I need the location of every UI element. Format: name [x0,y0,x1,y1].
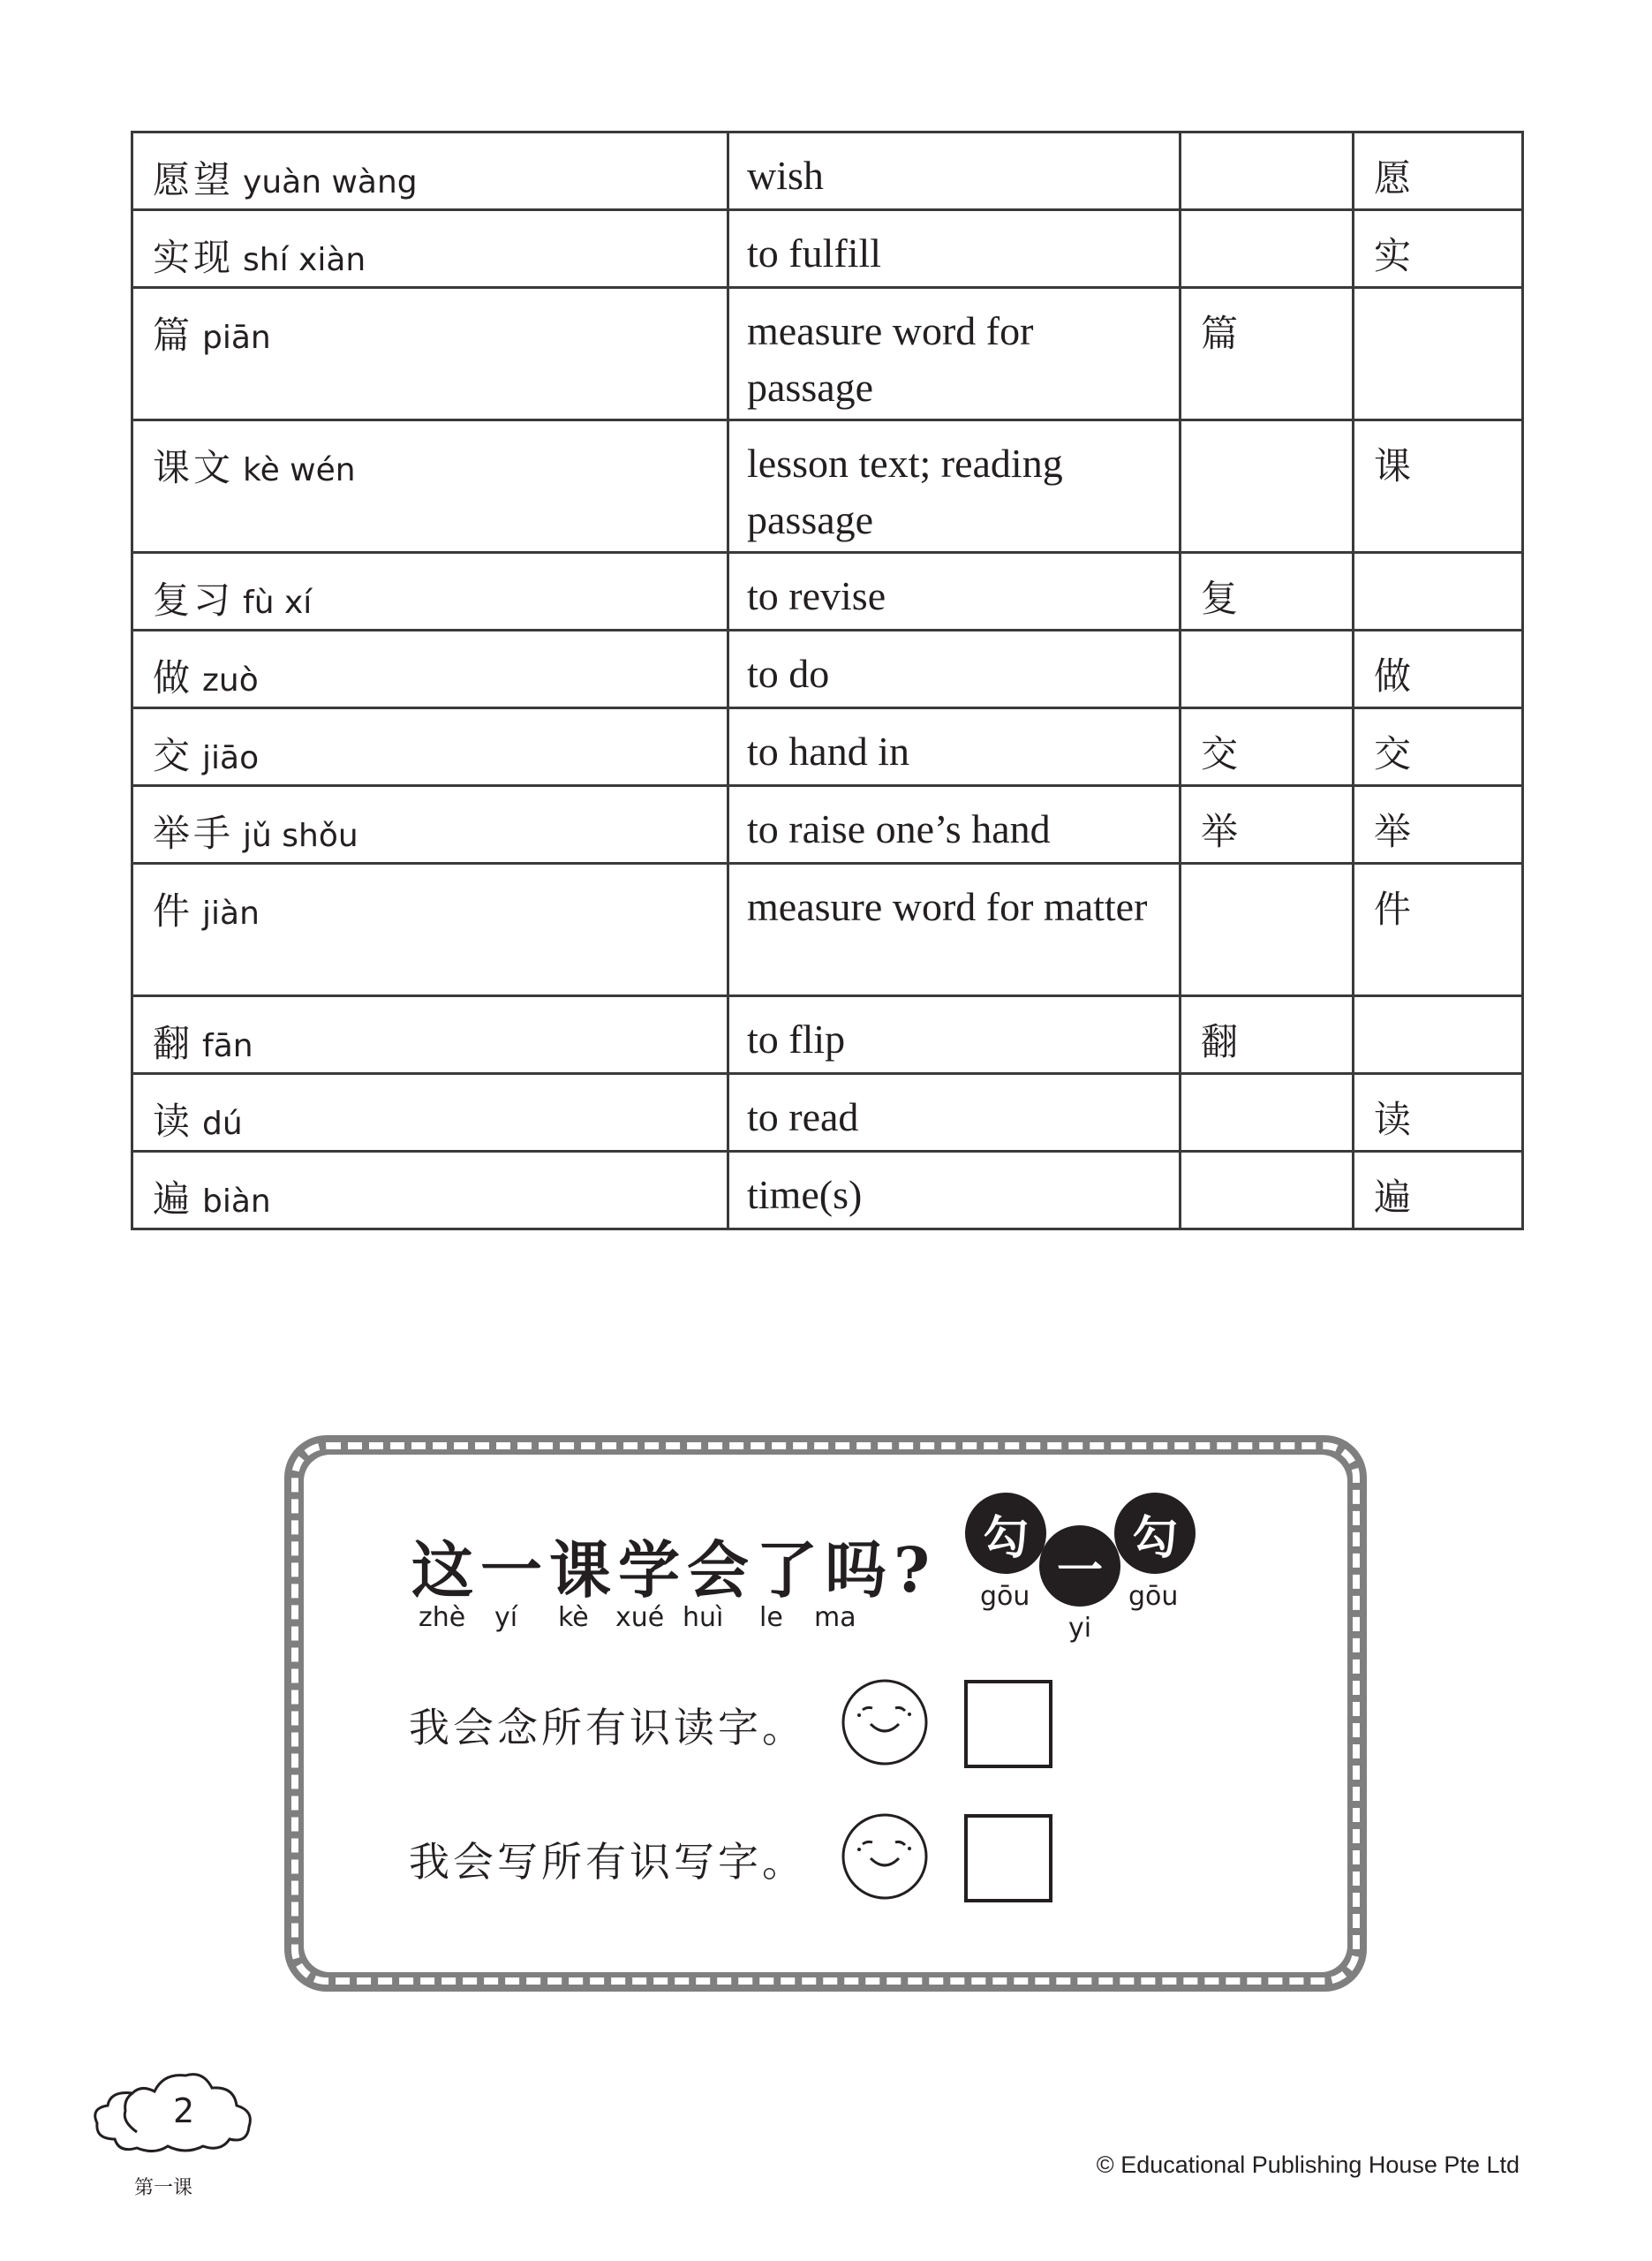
word-pinyin: jiàn [202,896,260,932]
vocab-row [132,210,1523,288]
word-meaning: lesson text; reading passage [747,441,1063,542]
word-cell [132,288,728,420]
word-cell [132,1074,728,1152]
word-hanzi: 件 [153,889,194,933]
meaning-cell [728,996,1181,1074]
word-pinyin: jǔ shǒu [243,818,358,854]
word-pinyin: kè wén [243,452,356,488]
word [133,997,727,1068]
title-pinyin-syllable: le [759,1602,783,1633]
word-hanzi: 举手 [153,812,235,855]
meaning-cell [728,708,1181,786]
word-pinyin: biàn [202,1183,271,1220]
vocab-row [132,786,1523,864]
smiley-face-icon [841,1812,929,1901]
word-pinyin: fù xí [243,585,313,621]
vocab-row [132,1152,1523,1229]
word [133,631,727,702]
badge-tick-circle: 勾 [965,1493,1046,1574]
badge-pinyin: gōu [980,1581,1030,1612]
title-pinyin-syllable: kè [558,1602,589,1633]
word-hanzi: 交 [153,734,194,777]
read-character-cell [1354,132,1523,210]
read-character: 交 [1374,732,1412,775]
vocab-row [132,132,1523,210]
write-character-cell [1181,631,1354,708]
word-pinyin: jiāo [202,740,260,776]
lesson-label: 第一课 [134,2177,193,2199]
meaning-cell [728,210,1181,288]
vocabulary-table [131,131,1524,1230]
write-character: 翻 [1201,1020,1239,1063]
read-character [1354,997,1521,1013]
write-character [1181,421,1352,437]
vocab-row [132,708,1523,786]
badge-pinyin: yi [1068,1613,1092,1644]
word-hanzi: 愿望 [153,158,235,201]
word-cell [132,864,728,996]
word-meaning: to raise one’s hand [747,806,1051,851]
vocab-row [132,420,1523,553]
read-character-cell [1354,786,1523,864]
word-meaning: to revise [747,573,886,618]
word [133,133,727,204]
write-character [1181,1153,1352,1168]
title-pinyin-syllable: zhè [419,1602,466,1633]
write-character: 交 [1201,732,1239,775]
meaning-cell [728,553,1181,631]
word [133,865,727,935]
self-check-title: 这一课学会了吗? [411,1533,938,1607]
word-cell [132,786,728,864]
read-character-cell [1354,864,1523,996]
read-character [1354,289,1521,305]
word [133,289,727,359]
word-hanzi: 做 [153,656,194,699]
checkbox-read-characters[interactable] [964,1680,1052,1768]
word-hanzi: 复习 [153,578,235,622]
read-character: 举 [1374,810,1412,853]
smiley-face-icon [841,1678,929,1766]
badge-one-circle: 一 [1039,1525,1120,1607]
meaning-cell [728,420,1181,553]
word-hanzi: 课文 [153,446,235,489]
word-meaning: to do [747,651,830,696]
page-number: 2 [173,2091,195,2130]
read-character: 读 [1374,1098,1412,1141]
vocab-row [132,631,1523,708]
word-meaning: measure word for matter [747,884,1148,929]
write-character-cell [1181,864,1354,996]
write-character: 举 [1201,810,1239,853]
read-character-cell [1354,1152,1523,1229]
write-character [1181,211,1352,227]
word-hanzi: 读 [153,1100,194,1143]
write-character-cell [1181,420,1354,553]
word-hanzi: 遍 [153,1177,194,1221]
read-character: 件 [1374,888,1412,931]
write-character-cell [1181,708,1354,786]
meaning-cell [728,786,1181,864]
write-character-cell [1181,132,1354,210]
word-meaning: time(s) [747,1172,863,1217]
read-character-cell [1354,996,1523,1074]
title-pinyin-syllable: xué [615,1602,665,1633]
read-character: 愿 [1374,156,1412,200]
word [133,1153,727,1223]
word-pinyin: piān [202,320,271,356]
word-hanzi: 实现 [153,236,235,279]
read-character: 遍 [1374,1176,1412,1219]
vocab-row [132,288,1523,420]
word-meaning: wish [747,153,824,198]
word [133,787,727,858]
word [133,554,727,624]
write-character-cell [1181,210,1354,288]
read-character: 课 [1374,444,1412,488]
vocab-row [132,996,1523,1074]
word-cell [132,708,728,786]
write-character-cell [1181,996,1354,1074]
cloud-icon [88,2068,256,2157]
write-character [1181,1075,1352,1091]
word-meaning: to fulfill [747,231,882,276]
vocab-row [132,553,1523,631]
meaning-cell [728,1074,1181,1152]
title-pinyin-syllable: ma [814,1602,856,1633]
word-cell [132,132,728,210]
write-character-cell [1181,553,1354,631]
meaning-cell [728,864,1181,996]
meaning-cell [728,1152,1181,1229]
vocab-row [132,1074,1523,1152]
read-character: 做 [1374,654,1412,698]
read-character-cell [1354,288,1523,420]
title-pinyin-syllable: huì [683,1602,724,1633]
read-character-cell [1354,708,1523,786]
word-cell [132,631,728,708]
write-character-cell [1181,288,1354,420]
read-character: 实 [1374,234,1412,277]
meaning-cell [728,631,1181,708]
word-pinyin: fān [202,1028,253,1064]
word-pinyin: zuò [202,662,259,699]
word-hanzi: 篇 [153,314,194,357]
write-character: 篇 [1201,312,1239,355]
read-character-cell [1354,631,1523,708]
word-cell [132,420,728,553]
write-character-cell [1181,1152,1354,1229]
read-character-cell [1354,553,1523,631]
write-character-cell [1181,1074,1354,1152]
word [133,421,727,492]
word-pinyin: yuàn wàng [243,164,418,200]
read-character-cell [1354,1074,1523,1152]
word-meaning: measure word for passage [747,308,1034,410]
word-meaning: to flip [747,1017,846,1062]
write-character-cell [1181,786,1354,864]
word [133,709,727,780]
write-character: 复 [1201,577,1239,620]
read-character-cell [1354,210,1523,288]
badge-tick-circle: 勾 [1114,1493,1196,1574]
word-pinyin: shí xiàn [243,242,366,278]
write-character [1181,133,1352,149]
checkbox-write-characters[interactable] [964,1814,1052,1902]
word-hanzi: 翻 [153,1022,194,1065]
meaning-cell [728,132,1181,210]
statement-read-characters: 我会念所有识读字。 [409,1704,806,1751]
word-meaning: to hand in [747,729,909,774]
meaning-cell [728,288,1181,420]
title-pinyin-syllable: yí [494,1602,518,1633]
statement-write-characters: 我会写所有识写字。 [409,1838,806,1886]
word-cell [132,553,728,631]
write-character [1181,865,1352,881]
word-cell [132,996,728,1074]
vocab-row [132,864,1523,996]
copyright-notice: © Educational Publishing House Pte Ltd [1096,2151,1520,2178]
read-character [1354,554,1521,570]
read-character-cell [1354,420,1523,553]
word-meaning: to read [747,1094,859,1139]
badge-pinyin: gōu [1128,1581,1179,1612]
word [133,211,727,282]
word [133,1075,727,1146]
word-cell [132,1152,728,1229]
vocabulary-table-body [132,132,1523,1229]
word-cell [132,210,728,288]
write-character [1181,631,1352,647]
word-pinyin: dú [202,1106,243,1142]
